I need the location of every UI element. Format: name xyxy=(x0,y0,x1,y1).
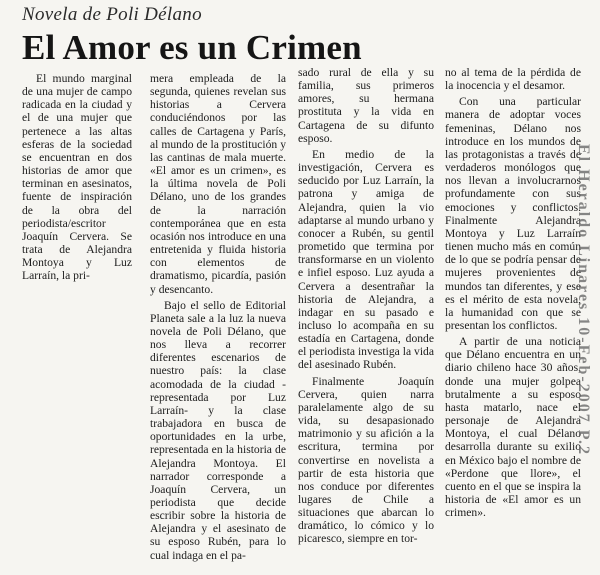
article-paragraph: El mundo marginal de una mujer de campo radicada en la ciudad y el de una mujer que pertenece a las altas esferas de la sociedad se encuentran en dos historias de amor que terminan en asesinatos, fuente de inspiración de la obra del periodista/escritor Joaquín Cervera. Se trata de Alejandra Montoya y Luz Larraín, la pri- xyxy=(22,72,132,283)
article-paragraph: mera empleada de la segunda, quienes revelan sus historias a Cervera conduciéndonos por las calles de Cartagena y París, al mundo de la prostitución y las cantinas de mala muerte. «El amor es un crimen», es la última novela de Poli Délano, uno de los grandes de la narración contemporánea que en esta ocasión nos introduce en una entretenida y fluida historia con elementos de dramatismo, picardía, pasión y desencanto. xyxy=(150,72,286,296)
article-kicker: Novela de Poli Délano xyxy=(22,4,202,25)
article-paragraph: En medio de la investigación, Cervera es seducido por Luz Larraín, la patrona y amiga de Alejandra, quien la vio adaptarse al mundo urbano y conocer a Rubén, su gentil prometido que termina por transformarse en un violento e infiel esposo. Luz ayuda a Cervera a desentrañar la historia de Alejandra, a indagar en su pasado e incluso lo acompaña en su estadía en Cartagena, donde el periodista investiga la vida del asesinado Rubén. xyxy=(298,147,434,372)
article-paragraph: Con una particular manera de adoptar voces femeninas, Délano nos introduce en los mundos de las protagonistas a través de verdaderos monólogos que nos llevan a involucrarnos profundamente con sus emociones y conflictos. Finalmente Alejandra Montoya y Luz Larraín tienen mucho más en común de lo que se podría pensar de mujeres provenientes de mundos tan diferentes, y ese es el mérito de esta novela, la humanidad con que se presentan los conflictos. xyxy=(445,95,581,332)
article-column-1 xyxy=(22,72,132,283)
article-paragraph: no al tema de la pérdida de la inocencia y el desamor. xyxy=(445,66,581,93)
article-column-3 xyxy=(298,66,434,546)
article-paragraph: Bajo el sello de Editorial Planeta sale a la luz la nueva novela de Poli Délano, que nos lleva a recorrer diferentes escenarios de nuestro país: la clase acomodada de la ciudad - representada por Luz Larraín- y la clase trabajadora en busca de oportunidades en la urbe, representada en la historia de Alejandra Montoya. El narrador corresponde a Joaquín Cervera, un periodista que decide escribir sobre la historia de Alejandra y el asesinato de su esposo Rubén, para lo cual indaga en el pa- xyxy=(150,298,286,562)
source-stamp xyxy=(568,30,598,570)
article-headline: El Amor es un Crimen xyxy=(22,28,362,67)
article-paragraph: A partir de una noticia que Délano encuentra en un diario chileno hace 30 años, donde una mujer golpea brutalmente a su esposo hasta matarlo, nace el personaje de Alejandra Montoya, el cual Délano desarrolla durante su exilio en México bajo el nombre de «Perdone que llore», el cuento en el que se inspira la historia de «El amor es un crimen». xyxy=(445,335,581,520)
source-stamp-text: El Heraldo Linares 10-Feb-2007 P.2 xyxy=(575,144,592,456)
article-paragraph: sado rural de ella y su familia, sus primeros amores, su hermana prostituta y la vida en Cartagena de su difunto esposo. xyxy=(298,66,434,145)
article-paragraph: Finalmente Joaquín Cervera, quien narra paralelamente algo de su vida, su desapasionado matrimonio y su afición a la escritura, termina por convertirse en novelista a partir de esta historia que nos conduce por diferentes lugares de Chile a situaciones que abarcan lo dramático, lo cómico y lo picaresco, siempre en tor- xyxy=(298,374,434,546)
article-column-2 xyxy=(150,72,286,562)
article-column-4 xyxy=(445,66,581,519)
